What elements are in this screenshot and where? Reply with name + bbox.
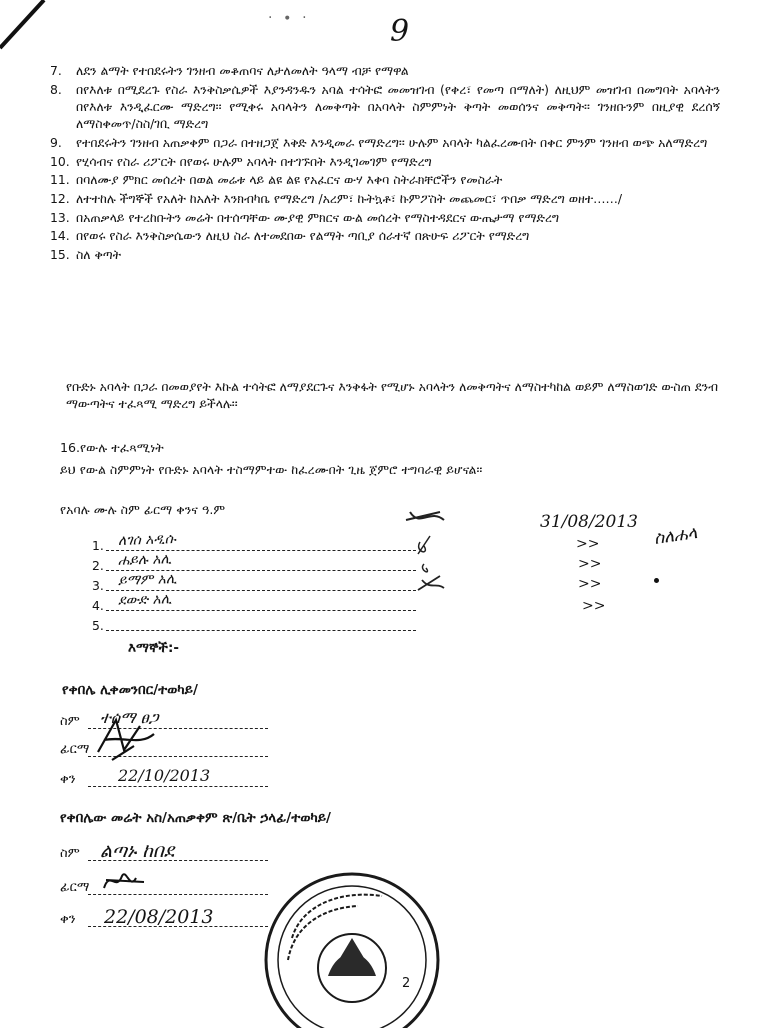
witnesses-title: እማኞች:- [128,640,179,656]
list-item: 8. በየእለቱ በሚደረጉ የስራ እንቅስቃሴዎች እያንዳንዱን አባል ተሳትፎ መመዝገብ (የቀረ፣ የመጣ በማለት) ለዚህም መዝገብ በመግባት አባላትን በየእለቱ እንዲፈርሙ ማድረግ፡፡ የሚቀሩ አባላትን ለመቅጣት በአባላት ስምምነት ቅጣት መወሰንና መቅጣት፡፡ ገንዘቡንም በዚያዊ ደረሰኝ ለማስቀመጥ/ስስ/ገቢ ማድረግ [50,81,720,132]
document-page: · ∙ · 9 7. ለደን ልማት የተበደሩትን ገንዘብ መቆጠባና ለታለመለት ዓላማ ብቻ የማዋል 8. በየእለቱ በሚደረጉ የስራ እንቅስቃሴዎች እያንዳንዱን አባል ተሳትፎ መመዝገብ (የቀረ፣ የመጣ በማለት) ለዚህም መዝገብ በመግባት አባላትን በየእለቱ እንዲፈርሙ ማድረግ፡፡ የሚቀሩ አባላትን ለመቅጣት በአባላት ስምምነት ቅጣት መወሰንና መቅጣት፡፡ ገንዘቡንም በዚያዊ ደረሰኝ ለማስቀመጥ/ስስ/ገቢ ማድረግ 9. የተበደሩትን ገንዘብ አጠቃቀም በጋራ በተዘጋጀ እቅድ እንዲመራ የማድረግ፡፡ ሁሉም አባላት ካልፈረሙበት በቀር ምንም ገንዘብ ወጭ አለማድረግ 10. የሂሳብና የስራ ሪፖርት በየወሩ ሁሉም አባላት በተገኙበት እንዲገመገም የማድረግ 11. በባለሙያ ምክር መሰረት በወል መሬቱ ላይ ልዩ ልዩ የአፈርና ውሃ እቀባ ስትራክቸሮችን የመስራት 12. ለተተከሉ ችግኞች የአለት ከአለት እንክብካቤ የማድረግ /አረም፣ ኩትኳቶ፣ ኩምፖስት መጨመር፣ ጥበቃ ማድረግ ወዘተ……/ 13. በአጠቃላይ የተረከቡትን መሬት በተሰጣቸው ሙያዊ ምክርና ውል መሰረት የማስተዳደርና ውጤታማ የማድረግ 14. በየወሩ የስራ እንቅስቃሴውን ለዚህ ስራ ለተመደበው የልማት ጣቢያ ሰራተኛ በጽሁፍ ሪፖርት የማድረግ 15. ስለ ቅጣት የቡድኑ አባላት በጋራ በመወያየት እኩል ተሳትፎ ለማያደርጉና እንቅፋት የሚሆኑ አባላትን ለመቅጣትና ለማስተካከል ወይም ለማስወገድ ውስጠ ደንብ ማውጣትና ተፈጻሚ ማድረግ ይችላሉ፡፡ 16.የውሉ ተፈጻሚነት ይህ የውል ስምምነት የቡድኑ አባላት ተስማምተው ከፈረሙበት ጊዜ ጀምሮ ተግባራዊ ይሆናል፡፡ የአባሉ ሙሉ ስም ፊርማ ቀንና ዓ.ም 1. ለገሰ አዲሱ 2. ሐይሉ አሊ 3. ይማም አሊ 4. ደውድ አሊ 5. 31/08/2013 >> >> >> >> ስለሐላ እማኞች:- የቀበሌ ሊቀመንበር/ተወካይ/ ስም ተሰማ ፀጋ ፊርማ ቀን 22/10/2013 የቀበሌው መሬት አስ/አጠቃቀም ጽ/ቤት ኃላፊ/ተወካይ/ ስም ልጣኑ ከበደ ፊርማ ቀን 22/08/2013 2 [0,0,764,1024]
signature-line [106,630,416,631]
official-seal [262,868,442,1028]
member-row-3: 3. ይማም አሊ [92,578,104,593]
land-office-title: የቀበሌው መሬት አስ/አጠቃቀም ጽ/ቤት ኃላፊ/ተወካይ/ [60,810,331,826]
land-officer-signature [100,866,150,896]
land-officer-date-handwritten: 22/08/2013 [104,906,214,928]
ink-smudge: · ∙ · [268,10,310,26]
ditto-mark: >> [578,556,602,572]
list-item: 9. የተበደሩትን ገንዘብ አጠቃቀም በጋራ በተዘጋጀ እቅድ እንዲመራ የማድረግ፡፡ ሁሉም አባላት ካልፈረሙበት በቀር ምንም ገንዘብ ወጭ አለማድረግ [50,134,708,150]
list-item: 13. በአጠቃላይ የተረከቡትን መሬት በተሰጣቸው ሙያዊ ምክርና ውል መሰረት የማስተዳደርና ውጤታማ የማድረግ [50,209,560,225]
seal-number: 2 [402,976,411,991]
scan-edge-mark [0,0,60,60]
page-number: 9 [390,14,410,49]
chair-signature [94,716,164,766]
ink-dot [654,578,659,583]
section-16-text: ይህ የውል ስምምነት የቡድኑ አባላት ተስማምተው ከፈረሙበት ጊዜ ጀምሮ ተግባራዊ ይሆናል፡፡ [60,462,483,477]
list-item: 12. ለተተከሉ ችግኞች የአለት ከአለት እንክብካቤ የማድረግ /አረም፣ ኩትኳቶ፣ ኩምፖስት መጨመር፣ ጥበቃ ማድረግ ወዘተ……/ [50,190,623,206]
obligations-list [50,62,720,265]
member-name-handwritten: ለገሰ አዲሱ [117,530,177,550]
member-name-handwritten: ሐይሉ አሊ [117,551,172,569]
member-signatures [400,506,460,606]
land-officer-name-handwritten: ልጣኑ ከበደ [100,840,175,862]
chair-name-handwritten: ተሰማ ፀጋ [100,708,159,727]
members-signature-header: የአባሉ ሙሉ ስም ፊርማ ቀንና ዓ.ም [60,502,226,517]
list-item: 14. በየወሩ የስራ እንቅስቃሴውን ለዚህ ስራ ለተመደበው የልማት ጣቢያ ሰራተኛ በጽሁፍ ሪፖርት የማድረግ [50,228,530,244]
member-date: 31/08/2013 [540,512,638,532]
member-name-handwritten: ደውድ አሊ [117,591,172,609]
list-item: 10. የሂሳብና የስራ ሪፖርት በየወሩ ሁሉም አባላት በተገኙበት እንዲገመገም የማድረግ [50,153,432,169]
ditto-mark: >> [582,598,606,614]
member-name-handwritten: ይማም አሊ [117,570,177,590]
member-row-4: 4. ደውድ አሊ [92,598,104,613]
ditto-mark: >> [578,576,602,592]
member-row-5: 5. [92,618,104,633]
list-item: 11. በባለሙያ ምክር መሰረት በወል መሬቱ ላይ ልዩ ልዩ የአፈርና ውሃ እቀባ ስትራክቸሮችን የመስራት [50,172,503,188]
penalty-paragraph: የቡድኑ አባላት በጋራ በመወያየት እኩል ተሳትፎ ለማያደርጉና እንቅፋት የሚሆኑ አባላትን ለመቅጣትና ለማስተካከል ወይም ለማስወገድ ውስጠ ደንብ ማውጣትና ተፈጻሚ ማድረግ ይችላሉ፡፡ [66,379,718,412]
list-item: 15. ስለ ቅጣት [50,247,121,263]
member-row-1: 1. ለገሰ አዲሱ [92,538,104,553]
kebele-chair-title: የቀበሌ ሊቀመንበር/ተወካይ/ [62,682,198,698]
section-16-title: 16.የውሉ ተፈጻሚነት [60,440,164,455]
chair-date-handwritten: 22/10/2013 [118,766,211,785]
signature-line [106,610,416,611]
member-row-2: 2. ሐይሉ አሊ [92,558,104,573]
margin-note-handwritten: ስለሐላ [652,523,699,549]
list-item: 7. ለደን ልማት የተበደሩትን ገንዘብ መቆጠባና ለታለመለት ዓላማ ብቻ የማዋል [50,63,409,78]
ditto-mark: >> [576,536,600,552]
